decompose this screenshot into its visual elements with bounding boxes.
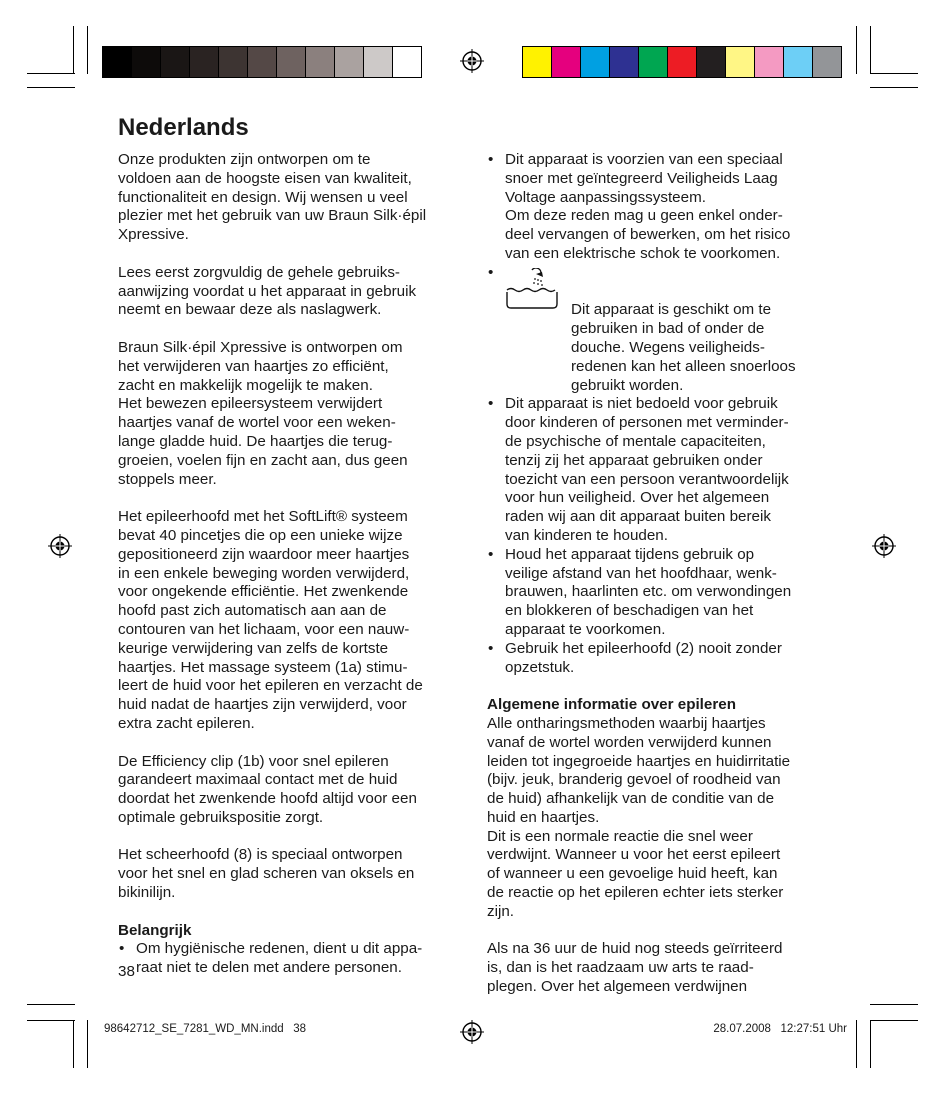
crop-mark	[27, 1020, 75, 1021]
process-color-swatch	[755, 47, 784, 77]
paragraph-shaver-head: Het scheerhoofd (8) is speciaal ontworpen voor het snel en glad scheren van oksels en bikinilijn.	[118, 846, 415, 902]
crop-mark	[73, 26, 74, 74]
page-number: 38	[118, 963, 135, 980]
footer-timestamp: 28.07.2008 12:27:51 Uhr	[713, 1023, 847, 1035]
process-color-swatch	[726, 47, 755, 77]
process-color-swatch	[813, 47, 841, 77]
paragraph-read-manual: Lees eerst zorgvuldig de gehele gebruiks- aanwijzing voordat u het apparaat in gebruik neemt en bewaar deze als naslagwerk.	[118, 263, 417, 319]
process-color-swatch	[523, 47, 552, 77]
safety-list-b	[487, 395, 837, 677]
crop-mark	[27, 87, 75, 88]
crop-mark	[870, 1020, 918, 1021]
grayscale-swatch	[306, 47, 335, 77]
registration-mark-icon	[460, 49, 484, 73]
list-item: • Dit apparaat is voorzien van een speciaal snoer met geïntegreerd Veiligheids Laag Voltage aanpassingssysteem. Om deze reden mag u geen enkel onder- deel vervangen of bewerken, om het risico van een elektrische schok te voorkomen.	[487, 151, 837, 264]
registration-mark-icon	[460, 1020, 484, 1044]
grayscale-swatch	[219, 47, 248, 77]
general-info-heading: Algemene informatie over epileren	[487, 696, 736, 714]
bath-safety-item	[487, 264, 837, 396]
crop-mark	[870, 1004, 918, 1005]
left-column	[118, 151, 468, 978]
paragraph-description: Braun Silk·épil Xpressive is ontworpen om het verwijderen van haartjes zo efficiënt, zacht en makkelijk mogelijk te maken. Het bewezen epileersysteem verwijdert haartjes vanaf de wortel voor een weken- lange gladde huid. De haartjes die terug- groeien, voelen fijn en zacht aan, dus geen stoppels meer.	[118, 338, 408, 488]
list-item: • Om hygiënische redenen, dient u dit appa- raat niet te delen met andere personen.	[118, 940, 468, 978]
crop-mark	[856, 26, 857, 74]
bath-shower-icon	[505, 268, 559, 312]
process-color-swatch	[552, 47, 581, 77]
registration-mark-icon	[48, 534, 72, 558]
process-color-swatch	[697, 47, 726, 77]
registration-mark-icon	[872, 534, 896, 558]
crop-mark	[856, 1020, 857, 1068]
paragraph-intro: Onze produkten zijn ontworpen om te voldoen aan de hoogste eisen van kwaliteit, functionaliteit en design. Wij wensen u veel plezier met het gebruik van uw Braun Silk·épil Xpressive.	[118, 151, 427, 244]
footer-file-name: 98642712_SE_7281_WD_MN.indd 38	[104, 1023, 307, 1035]
grayscale-swatch	[132, 47, 161, 77]
grayscale-swatch	[277, 47, 306, 77]
crop-mark	[87, 26, 88, 74]
crop-mark	[27, 1004, 75, 1005]
bath-safety-text: Dit apparaat is geschikt om te gebruiken in bad of onder de douche. Wegens veiligheids- redenen kan het alleen snoerloos gebruikt worden.	[571, 301, 796, 394]
process-color-swatch	[784, 47, 813, 77]
paragraph-efficiency-clip: De Efficiency clip (1b) voor snel epileren garandeert maximaal contact met de huid doordat het zwenkende hoofd altijd voor een optimale gebruikspositie zorgt.	[118, 752, 417, 826]
crop-mark	[870, 1020, 871, 1068]
right-column	[487, 151, 837, 1016]
grayscale-swatch	[103, 47, 132, 77]
grayscale-color-bar	[102, 46, 422, 78]
grayscale-swatch	[248, 47, 277, 77]
important-list	[118, 940, 468, 978]
grayscale-swatch	[393, 47, 421, 77]
page-title: Nederlands	[118, 114, 249, 141]
crop-mark	[27, 73, 75, 74]
grayscale-swatch	[161, 47, 190, 77]
list-item: • Houd het apparaat tijdens gebruik op veilige afstand van het hoofdhaar, wenk- brauwen, haarlinten etc. om verwondingen en blokkeren of beschadigen van het apparaat te voorkomen.	[487, 546, 837, 640]
crop-mark	[870, 87, 918, 88]
crop-mark	[87, 1020, 88, 1068]
important-heading: Belangrijk	[118, 921, 192, 939]
crop-mark	[870, 73, 918, 74]
process-color-swatch	[639, 47, 668, 77]
paragraph-general-info: Alle ontharingsmethoden waarbij haartjes vanaf de wortel worden verwijderd kunnen leiden tot ingegroeide haartjes en huidirritatie (bijv. jeuk, branderig gevoel of roodheid van de huid) afhankelijk van de conditie van de huid en haartjes. Dit is een normale reactie die snel weer verdwijnt. Wanneer u voor het eerst epileert of wanneer u een gevoelige huid heeft, kan de reactie op het epileren echter iets sterker zijn.	[487, 714, 791, 920]
grayscale-swatch	[364, 47, 393, 77]
list-item: • Gebruik het epileerhoofd (2) nooit zonder opzetstuk.	[487, 640, 837, 678]
grayscale-swatch	[335, 47, 364, 77]
paragraph-irritation: Als na 36 uur de huid nog steeds geïrriteerd is, dan is het raadzaam uw arts te raad- plegen. Over het algemeen verdwijnen	[487, 940, 783, 996]
crop-mark	[870, 26, 871, 74]
crop-mark	[73, 1020, 74, 1068]
process-color-bar	[522, 46, 842, 78]
process-color-swatch	[668, 47, 697, 77]
grayscale-swatch	[190, 47, 219, 77]
process-color-swatch	[581, 47, 610, 77]
process-color-swatch	[610, 47, 639, 77]
list-item: • Dit apparaat is niet bedoeld voor gebruik door kinderen of personen met verminder- de psychische of mentale capaciteiten, tenzij zij het apparaat gebruiken onder toezicht van een persoon verantwoordelijk voor hun veiligheid. Over het algemeen raden wij aan dit apparaat buiten bereik van kinderen te houden.	[487, 395, 837, 545]
paragraph-epilation-head: Het epileerhoofd met het SoftLift® systeem bevat 40 pincetjes die op een unieke wijze gepositioneerd zijn waardoor meer haartjes in een enkele beweging worden verwijderd, voor ongekende efficiëntie. Het zwenkende hoofd past zich automatisch aan aan de contouren van het lichaam, voor een nauw- keurige verwijdering van zelfs de kortste haartjes. Het massage systeem (1a) stimu- leert de huid voor het epileren en verzacht de huid nadat de haartjes zijn verwijderd, voor extra zacht epileren.	[118, 508, 423, 732]
safety-list-a	[487, 151, 837, 264]
